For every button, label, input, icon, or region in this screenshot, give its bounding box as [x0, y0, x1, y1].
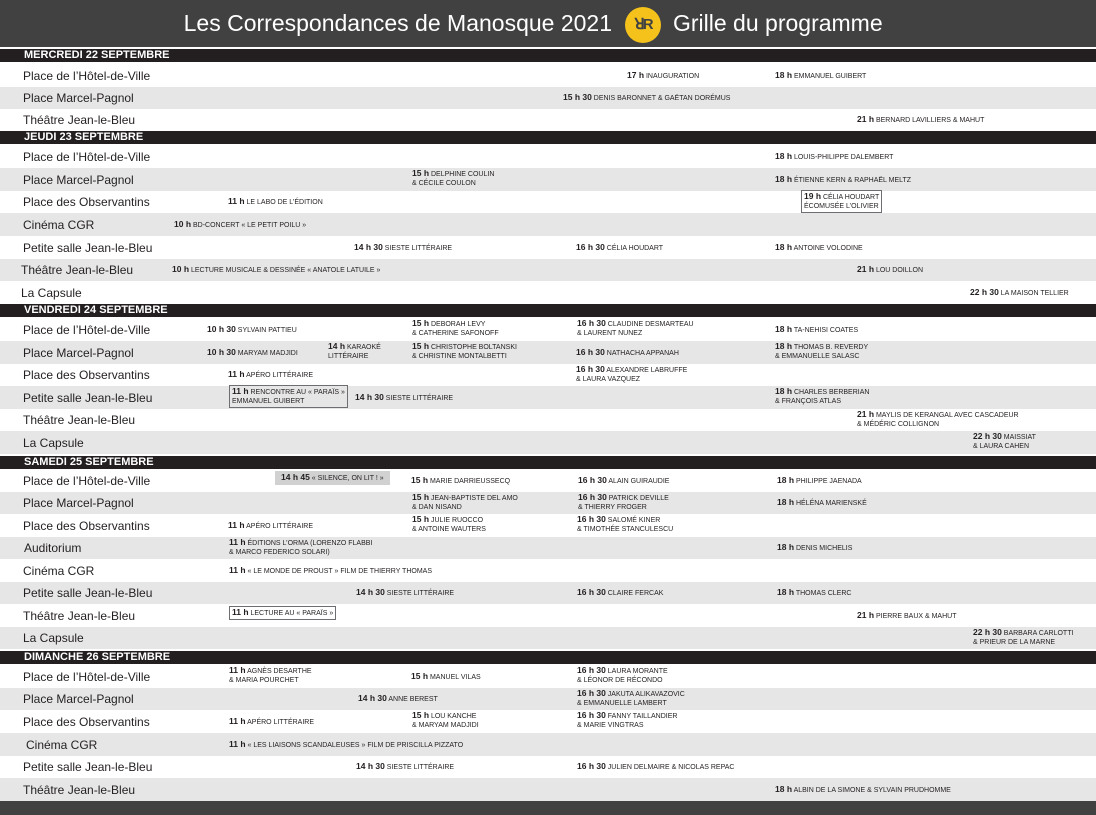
event-time: 22 h 30: [970, 287, 999, 297]
event-item: [777, 588, 851, 598]
event-title: MARYAM MADJIDI: [237, 350, 298, 357]
event-title: CLAIRE FERCAK: [607, 590, 664, 597]
event-time: 22 h 30: [973, 431, 1002, 441]
event-item: [576, 243, 663, 253]
event-item: [857, 611, 956, 621]
venue-name: Place des Observantins: [23, 518, 150, 533]
event-title: MAISSIAT: [1003, 434, 1036, 441]
event-time: 11 h: [229, 665, 246, 675]
event-item: [775, 325, 858, 335]
event-item: [775, 785, 951, 795]
event-item: [857, 115, 984, 125]
event-item: [627, 71, 699, 81]
event-item: [172, 265, 380, 275]
event-item: [577, 689, 685, 708]
event-title: ÉTIENNE KERN & RAPHAËL MELTZ: [793, 177, 912, 184]
event-title: BARBARA CARLOTTI: [1003, 630, 1074, 637]
event-item: [576, 365, 687, 384]
event-time: 15 h: [412, 318, 430, 328]
event-title: SIESTE LITTÉRAIRE: [385, 395, 454, 402]
event-title: ALEXANDRE LABRUFFE: [606, 367, 688, 374]
venue-name: Théâtre Jean-le-Bleu: [23, 113, 136, 127]
event-item: [577, 588, 663, 598]
venue-name: Cinéma CGR: [26, 737, 98, 752]
event-time: 14 h 30: [356, 761, 385, 771]
schedule-row: [0, 409, 1096, 431]
event-item: [328, 342, 381, 361]
event-title: LECTURE MUSICALE & DESSINÉE « ANATOLE LATUILE »: [190, 267, 381, 274]
event-item: [229, 717, 314, 727]
event-item: [577, 711, 677, 730]
event-title: APÉRO LITTÉRAIRE: [247, 719, 315, 726]
event-item: [577, 515, 673, 534]
event-title: « LE MONDE DE PROUST » FILM DE THIERRY THOMAS: [247, 568, 433, 575]
schedule-row: [0, 514, 1096, 537]
event-title: FANNY TAILLANDIER: [607, 713, 678, 720]
event-item: [577, 666, 668, 685]
event-item: [412, 319, 499, 338]
event-title: SIESTE LITTÉRAIRE: [386, 764, 455, 771]
event-item: [358, 694, 438, 704]
event-time: 16 h 30: [578, 475, 607, 485]
event-item: [356, 762, 454, 772]
event-title: APÉRO LITTÉRAIRE: [246, 372, 314, 379]
event-time: 18 h: [775, 242, 793, 252]
event-item: [412, 493, 518, 512]
event-title-line2: & LÉONOR DE RÉCONDO: [577, 677, 663, 684]
event-title: JULIE RUOCCO: [430, 517, 484, 524]
event-item: [174, 220, 306, 230]
venue-name: Cinéma CGR: [23, 563, 95, 578]
event-title: TA-NEHISI COATES: [793, 327, 859, 334]
event-title: SIESTE LITTÉRAIRE: [384, 245, 453, 252]
schedule-row: [0, 431, 1096, 454]
event-title-line2: & MARIE VINGTRAS: [577, 722, 644, 729]
event-item: [576, 348, 679, 358]
event-time: 18 h: [775, 341, 793, 351]
event-item: [577, 762, 734, 772]
venue-name: Place Marcel-Pagnol: [23, 496, 134, 510]
event-time: 10 h: [172, 264, 190, 274]
event-title: JAKUTA ALIKAVAZOVIC: [607, 691, 685, 698]
venue-name: Place Marcel-Pagnol: [23, 172, 134, 187]
event-item: [777, 476, 862, 486]
event-time: 14 h 30: [355, 392, 384, 402]
event-time: 18 h: [775, 386, 793, 396]
event-title-line2: & TIMOTHÉE STANCULESCU: [577, 526, 674, 533]
schedule-row: [0, 492, 1096, 514]
event-time: 18 h: [775, 324, 793, 334]
event-title: SIESTE LITTÉRAIRE: [386, 590, 455, 597]
venue-name: Théâtre Jean-le-Bleu: [23, 608, 136, 623]
event-time: 18 h: [775, 174, 793, 184]
event-title: PIERRE BAUX & MAHUT: [875, 613, 957, 620]
event-time: 11 h: [229, 537, 246, 547]
event-item: [412, 342, 517, 361]
event-title-line2: & CHRISTINE MONTALBETTI: [412, 353, 507, 360]
day-header-samedi-25-septembre: SAMEDI 25 SEPTEMBRE: [0, 456, 1096, 469]
venue-name: Petite salle Jean-le-Bleu: [23, 390, 153, 405]
schedule-row: [0, 559, 1096, 582]
event-time: 16 h 30: [576, 364, 605, 374]
event-time: 16 h 30: [576, 347, 605, 357]
schedule-row: [0, 259, 1096, 281]
event-title: MARIE DARRIEUSSECQ: [429, 478, 511, 485]
event-title: LA MAISON TELLIER: [1000, 290, 1069, 297]
venue-name: Petite salle Jean-le-Bleu: [23, 760, 153, 774]
schedule-row: [0, 470, 1096, 492]
event-item: [801, 190, 882, 213]
venue-name: Place de l’Hôtel-de-Ville: [23, 322, 151, 337]
programme-title: Grille du programme: [673, 10, 883, 36]
event-item: [411, 476, 510, 486]
event-item: [228, 521, 313, 531]
day-header-vendredi-24-septembre: VENDREDI 24 SEPTEMBRE: [0, 304, 1096, 317]
schedule-row: [0, 537, 1096, 559]
venue-name: La Capsule: [23, 435, 84, 450]
event-title: DELPHINE COULIN: [430, 171, 495, 178]
event-title-line2: & EMMANUELLE SALASC: [775, 353, 860, 360]
event-title: ALBIN DE LA SIMONE & SYLVAIN PRUDHOMME: [793, 787, 951, 794]
event-time: 18 h: [777, 497, 795, 507]
event-time: 10 h 30: [207, 324, 236, 334]
event-title-line2: & MARCO FEDERICO SOLARI): [229, 549, 330, 556]
schedule-row: [0, 87, 1096, 109]
venue-name: Petite salle Jean-le-Bleu: [23, 240, 153, 255]
event-item: [207, 325, 297, 335]
event-item: [207, 348, 298, 358]
event-title-line2: & CÉCILE COULON: [412, 180, 476, 187]
event-time: 21 h: [857, 610, 875, 620]
event-item: [775, 387, 869, 406]
event-time: 21 h: [857, 114, 875, 124]
event-title: JULIEN DELMAIRE & NICOLAS REPAC: [607, 764, 735, 771]
schedule-row: [0, 665, 1096, 688]
event-item: [229, 740, 463, 750]
event-title: HÉLÉNA MARIENSKÉ: [795, 500, 867, 507]
schedule-row: [0, 109, 1096, 131]
event-time: 11 h: [229, 716, 246, 726]
event-time: 19 h: [804, 191, 822, 201]
event-item: [228, 197, 323, 207]
event-item: [354, 243, 452, 253]
event-title: CLAUDINE DESMARTEAU: [607, 321, 694, 328]
event-title-line2: & FRANÇOIS ATLAS: [775, 398, 841, 405]
schedule-row: [0, 236, 1096, 259]
event-time: 15 h: [412, 168, 430, 178]
event-time: 11 h: [229, 565, 246, 575]
schedule-row: [0, 341, 1096, 364]
schedule-row: [0, 386, 1096, 409]
event-title: ALAIN GUIRAUDIE: [608, 478, 670, 485]
event-item: [355, 393, 453, 403]
event-title: ÉDITIONS L’ORMA (LORENZO FLABBI: [247, 540, 373, 547]
venue-name: Petite salle Jean-le-Bleu: [23, 586, 153, 600]
event-title-line2: & THIERRY FROGER: [578, 504, 647, 511]
schedule-row: [0, 582, 1096, 604]
event-title: SYLVAIN PATTIEU: [237, 327, 297, 334]
event-time: 15 h: [412, 710, 430, 720]
event-time: 16 h 30: [577, 318, 606, 328]
event-title: JEAN-BAPTISTE DEL AMO: [430, 495, 518, 502]
event-time: 10 h 30: [207, 347, 236, 357]
event-title-line2: & LAURA CAHEN: [973, 443, 1030, 450]
event-time: 11 h: [232, 386, 249, 396]
event-title: RENCONTRE AU « PARAÏS »: [250, 389, 345, 396]
event-title: « SILENCE, ON LIT ! »: [311, 475, 384, 482]
event-title: ANNE BEREST: [388, 696, 438, 703]
day-header-mercredi-22-septembre: MERCREDI 22 SEPTEMBRE: [0, 49, 1096, 62]
event-title: INAUGURATION: [645, 73, 700, 80]
venue-name: La Capsule: [23, 631, 84, 645]
event-title: MANUEL VILAS: [429, 674, 481, 681]
schedule-row: [0, 213, 1096, 236]
schedule-row: [0, 756, 1096, 778]
schedule-row: [0, 65, 1096, 87]
schedule-row: [0, 364, 1096, 386]
event-title: KARAOKÉ: [346, 344, 381, 351]
event-title-line2: & MARIA POURCHET: [229, 677, 299, 684]
event-title: MAYLIS DE KERANGAL AVEC CASCADEUR: [875, 412, 1019, 419]
event-title: BD-CONCERT « LE PETIT POILU »: [192, 222, 307, 229]
event-title: PATRICK DEVILLE: [608, 495, 669, 502]
event-item: [563, 93, 730, 103]
event-item: [857, 410, 1019, 429]
event-item: [412, 169, 494, 188]
schedule-row: [0, 191, 1096, 213]
event-item: [229, 606, 336, 620]
festival-logo: ꓤR: [625, 7, 661, 43]
event-time: 16 h 30: [577, 710, 606, 720]
event-title: LE LABO DE L’ÉDITION: [246, 199, 323, 206]
festival-title: Les Correspondances de Manosque 2021: [183, 10, 612, 36]
event-time: 14 h 30: [354, 242, 383, 252]
venue-name: Place de l’Hôtel-de-Ville: [23, 474, 151, 488]
schedule-row: [0, 168, 1096, 191]
event-title-line2: & CATHERINE SAFONOFF: [412, 330, 499, 337]
event-time: 10 h: [174, 219, 192, 229]
event-title: CHRISTOPHE BOLTANSKI: [430, 344, 517, 351]
schedule-row: [0, 627, 1096, 649]
event-title: LAURA MORANTE: [607, 668, 668, 675]
event-time: 11 h: [228, 369, 245, 379]
event-time: 15 h: [412, 514, 430, 524]
event-item: [275, 471, 390, 485]
schedule-row: [0, 688, 1096, 710]
event-title-line2: & PRIEUR DE LA MARNE: [973, 639, 1056, 646]
event-item: [970, 288, 1069, 298]
event-item: [356, 588, 454, 598]
event-time: 11 h: [228, 520, 245, 530]
event-item: [775, 152, 893, 162]
event-item: [775, 243, 863, 253]
schedule-row: [0, 318, 1096, 341]
event-item: [229, 385, 348, 408]
event-title: APÉRO LITTÉRAIRE: [246, 523, 314, 530]
event-time: 21 h: [857, 264, 875, 274]
venue-name: Place Marcel-Pagnol: [23, 692, 134, 706]
event-title: AGNÈS DESARTHE: [247, 668, 312, 675]
event-time: 15 h: [411, 671, 429, 681]
event-item: [777, 543, 852, 553]
event-time: 16 h 30: [578, 492, 607, 502]
venue-name: Cinéma CGR: [23, 217, 95, 232]
venue-name: Place des Observantins: [23, 368, 150, 382]
event-item: [973, 432, 1036, 451]
venue-name: Théâtre Jean-le-Bleu: [23, 413, 136, 427]
event-time: 15 h: [411, 475, 429, 485]
event-time: 14 h: [328, 341, 346, 351]
venue-name: La Capsule: [21, 285, 82, 300]
event-time: 22 h 30: [973, 627, 1002, 637]
venue-name: Théâtre Jean-le-Bleu: [21, 263, 134, 277]
event-title-line2: EMMANUEL GUIBERT: [232, 398, 305, 405]
event-title: THOMAS B. REVERDY: [793, 344, 869, 351]
event-title: ANTOINE VOLODINE: [793, 245, 863, 252]
event-item: [578, 476, 669, 486]
event-time: 16 h 30: [577, 688, 606, 698]
event-title-line2: & ANTOINE WAUTERS: [412, 526, 486, 533]
event-title: LOUIS-PHILIPPE DALEMBERT: [793, 154, 894, 161]
venue-name: Place Marcel-Pagnol: [23, 345, 134, 360]
event-time: 16 h 30: [577, 514, 606, 524]
event-time: 14 h 30: [356, 587, 385, 597]
event-time: 16 h 30: [577, 587, 606, 597]
event-title: CÉLIA HOUDART: [822, 194, 880, 201]
event-title-line2: & LAURENT NUNEZ: [577, 330, 643, 337]
event-title: LECTURE AU « PARAÏS »: [250, 610, 334, 617]
event-item: [578, 493, 669, 512]
event-title: THOMAS CLERC: [795, 590, 852, 597]
event-title: LOU DOILLON: [875, 267, 924, 274]
venue-name: Place de l’Hôtel-de-Ville: [23, 69, 151, 83]
schedule-row: [0, 733, 1096, 756]
event-title: EMMANUEL GUIBERT: [793, 73, 867, 80]
venue-name: Théâtre Jean-le-Bleu: [23, 782, 136, 797]
event-time: 18 h: [775, 70, 793, 80]
event-item: [411, 672, 481, 682]
event-time: 15 h 30: [563, 92, 592, 102]
venue-name: Place de l’Hôtel-de-Ville: [23, 149, 151, 164]
event-time: 18 h: [775, 151, 793, 161]
event-time: 16 h 30: [577, 761, 606, 771]
event-title: DENIS MICHELIS: [795, 545, 853, 552]
event-item: [228, 370, 313, 380]
page-header: [0, 0, 1096, 47]
day-header-dimanche-26-septembre: DIMANCHE 26 SEPTEMBRE: [0, 651, 1096, 664]
venue-name: Place de l’Hôtel-de-Ville: [23, 669, 151, 684]
event-time: 16 h 30: [577, 665, 606, 675]
event-title-line2: & LAURA VAZQUEZ: [576, 376, 641, 383]
schedule-row: [0, 778, 1096, 801]
schedule-row: [0, 145, 1096, 168]
event-title: BERNARD LAVILLIERS & MAHUT: [875, 117, 985, 124]
venue-name: Place des Observantins: [23, 714, 150, 729]
event-time: 15 h: [412, 341, 430, 351]
event-item: [412, 515, 486, 534]
venue-name: Place Marcel-Pagnol: [23, 91, 134, 105]
event-title-line2: ÉCOMUSÉE L’OLIVIER: [804, 203, 879, 210]
event-time: 11 h: [228, 196, 245, 206]
event-time: 14 h 30: [358, 693, 387, 703]
event-title-line2: & EMMANUELLE LAMBERT: [577, 700, 667, 707]
event-item: [229, 566, 432, 576]
event-time: 18 h: [775, 784, 793, 794]
event-time: 11 h: [232, 607, 249, 617]
event-title: NATHACHA APPANAH: [606, 350, 679, 357]
event-title: « LES LIAISONS SCANDALEUSES » FILM DE PRISCILLA PIZZATO: [247, 742, 464, 749]
event-item: [973, 628, 1073, 647]
event-time: 14 h 45: [281, 472, 310, 482]
schedule-row: [0, 604, 1096, 627]
event-item: [577, 319, 694, 338]
event-item: [857, 265, 923, 275]
event-item: [775, 342, 868, 361]
event-title: CHARLES BERBERIAN: [793, 389, 870, 396]
event-time: 11 h: [229, 739, 246, 749]
event-time: 18 h: [777, 475, 795, 485]
event-item: [777, 498, 867, 508]
venue-name: Place des Observantins: [23, 195, 150, 209]
event-title: PHILIPPE JAENADA: [795, 478, 862, 485]
event-time: 16 h 30: [576, 242, 605, 252]
event-time: 18 h: [777, 587, 795, 597]
event-title: CÉLIA HOUDART: [606, 245, 664, 252]
event-item: [229, 538, 372, 557]
event-title: DEBORAH LEVY: [430, 321, 486, 328]
event-title-line2: & DAN NISAND: [412, 504, 462, 511]
event-item: [775, 71, 866, 81]
event-title-line2: & MÉDÉRIC COLLIGNON: [857, 421, 940, 428]
schedule-row: [0, 281, 1096, 304]
event-title-line2: LITTÉRAIRE: [328, 353, 369, 360]
event-item: [412, 711, 479, 730]
event-time: 18 h: [777, 542, 795, 552]
event-title: LOU KANCHE: [430, 713, 477, 720]
event-title: SALOMÉ KINER: [607, 517, 661, 524]
day-header-jeudi-23-septembre: JEUDI 23 SEPTEMBRE: [0, 131, 1096, 144]
event-time: 17 h: [627, 70, 645, 80]
venue-name: Auditorium: [24, 541, 82, 555]
event-time: 21 h: [857, 409, 875, 419]
event-title-line2: & MARYAM MADJIDI: [412, 722, 479, 729]
schedule-row: [0, 710, 1096, 733]
event-item: [775, 175, 911, 185]
event-time: 15 h: [412, 492, 430, 502]
page-footer: [0, 801, 1096, 815]
event-title: DENIS BARONNET & GAËTAN DORÉMUS: [593, 95, 731, 102]
event-item: [229, 666, 312, 685]
